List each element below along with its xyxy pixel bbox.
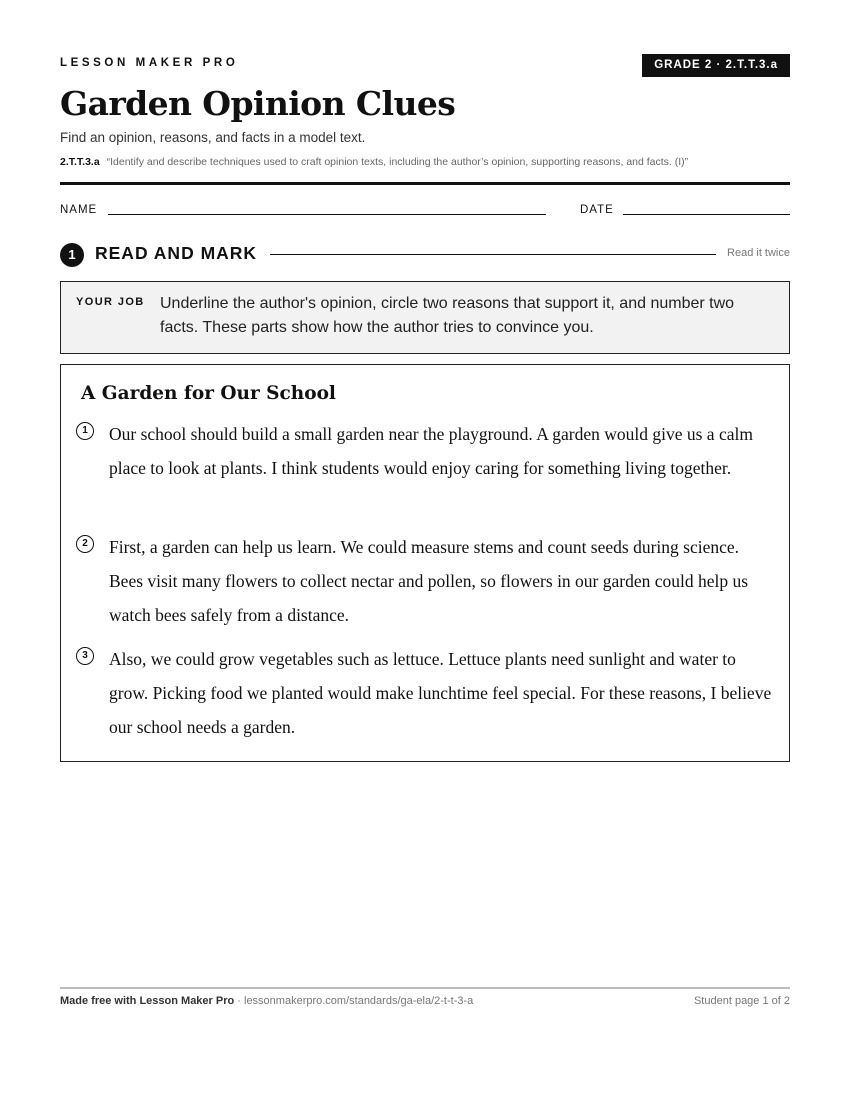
paragraph-number-1: 1 [76, 422, 94, 440]
page-subtitle: Find an opinion, reasons, and facts in a model text. [60, 130, 366, 145]
passage-title: A Garden for Our School [81, 383, 336, 404]
standard-text: “Identify and describe techniques used to craft opinion texts, including the author’s opinion, supporting reasons, and facts. (I)” [106, 156, 689, 168]
section-title: READ AND MARK [95, 243, 258, 263]
paragraph-number-2: 2 [76, 535, 94, 553]
worksheet-page [60, 0, 790, 1100]
date-field[interactable] [623, 214, 790, 215]
footer-url[interactable]: · lessonmakerpro.com/standards/ga-ela/2-t-t-3-a [234, 995, 474, 1007]
paragraph-1: Our school should build a small garden near the playground. A garden would give us a calm place to look at plants. I think students would enjoy caring for something living together. [109, 424, 753, 478]
page-title: Garden Opinion Clues [60, 84, 456, 123]
standard-code: 2.T.T.3.a [60, 156, 100, 168]
name-label: NAME [60, 204, 98, 216]
footer-credit-line [60, 995, 473, 1007]
paragraph-2: First, a garden can help us learn. We could measure stems and count seeds during science. Bees visit many flowers to collect nectar and pollen, so flowers in our garden could help us watch bees safely from a distance. [109, 537, 749, 625]
instructions-label: YOUR JOB [76, 296, 145, 308]
page-number: Student page 1 of 2 [693, 995, 790, 1007]
paragraph-3: Also, we could grow vegetables such as lettuce. Lettuce plants need sunlight and water to grow. Picking food we planted would make lunchtime feel special. For these reasons, I believe our school needs a garden. [109, 649, 772, 737]
footer-divider [60, 987, 790, 989]
standard-line [60, 156, 688, 168]
section-divider [270, 254, 716, 255]
name-field[interactable] [108, 214, 546, 215]
section-hint: Read it twice [727, 247, 790, 259]
instructions-text: Underline the author's opinion, circle two reasons that support it, and number two facts. These parts show how the author tries to convince you. [160, 295, 735, 336]
brand-name: LESSON MAKER PRO [60, 57, 239, 69]
step-number-badge: 1 [60, 243, 84, 267]
header-divider [60, 182, 790, 185]
footer-credit: Made free with Lesson Maker Pro [60, 995, 235, 1007]
date-label: DATE [580, 204, 614, 216]
instructions-box [60, 281, 790, 354]
paragraph-number-3: 3 [76, 647, 94, 665]
grade-badge: GRADE 2 · 2.T.T.3.a [642, 54, 790, 77]
reading-passage [60, 364, 790, 762]
